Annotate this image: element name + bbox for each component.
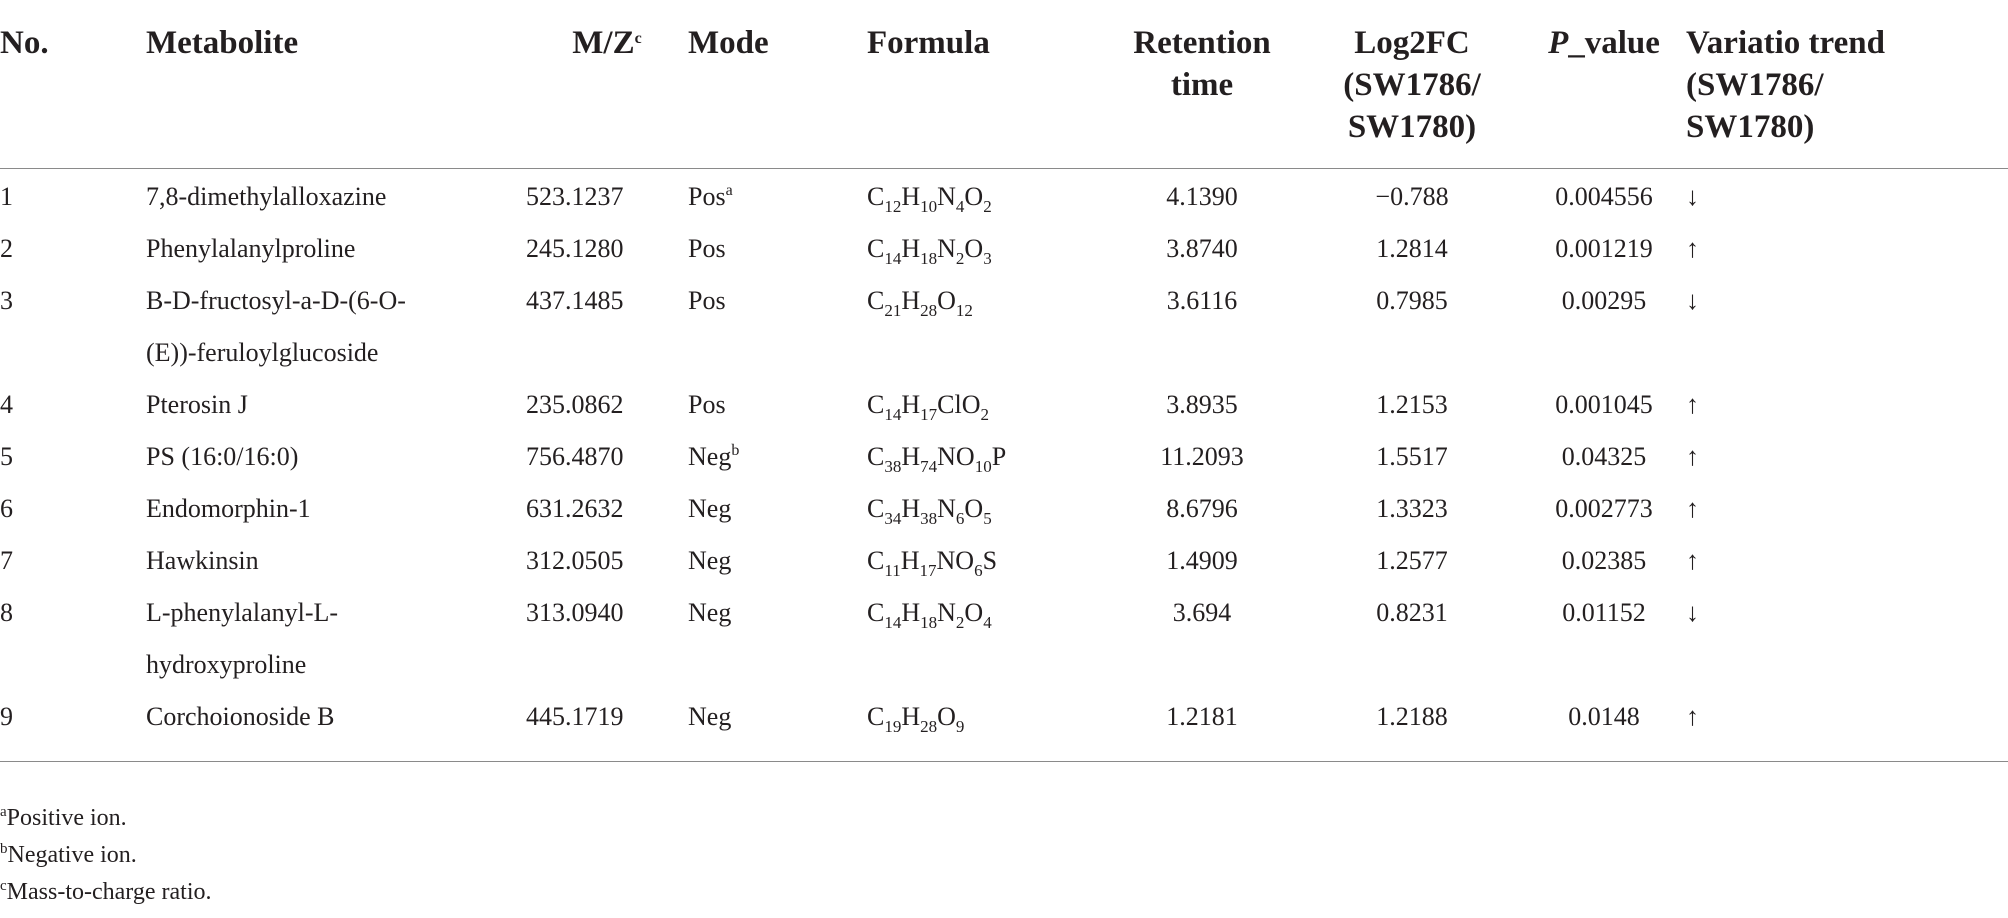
cell-log2fc: [1302, 483, 1522, 535]
formula-subscript: 28: [920, 301, 938, 320]
table-body: [0, 169, 2008, 754]
formula-element: N: [937, 182, 956, 211]
mode-value: Pos: [688, 286, 726, 315]
cell-no: [0, 483, 146, 535]
formula-element: H: [901, 702, 921, 731]
cell-metabolite: [146, 223, 526, 275]
cell-mode: [688, 483, 867, 535]
formula-element: C: [867, 702, 885, 731]
retention-time-value: 3.8740: [1166, 234, 1238, 263]
table-bottom-rule: [0, 761, 2008, 762]
p-value: 0.00295: [1561, 286, 1647, 315]
cell-retention-time: [1102, 691, 1302, 753]
formula-element: H: [901, 234, 921, 263]
cell-mode: [688, 691, 867, 753]
formula-subscript: 11: [884, 561, 901, 580]
footnote-mark: c: [0, 878, 7, 894]
formula-element: O: [937, 286, 956, 315]
cell-p-value: [1522, 483, 1686, 535]
mz-value: 756.4870: [526, 442, 624, 471]
mz-value: 313.0940: [526, 598, 624, 627]
formula-element: O: [964, 182, 984, 211]
cell-formula: [867, 691, 1102, 753]
formula-subscript: 6: [955, 509, 965, 528]
table-row: [0, 483, 2008, 535]
p-value: 0.04325: [1561, 442, 1647, 471]
table-row: [0, 379, 2008, 431]
cell-no: [0, 431, 146, 483]
cell-formula: [867, 379, 1102, 431]
cell-mz: [526, 483, 688, 535]
cell-log2fc: [1302, 169, 1522, 224]
formula-element: H: [900, 546, 920, 575]
cell-mode: [688, 169, 867, 224]
formula-subscript: 14: [884, 405, 902, 424]
cell-mz: [526, 223, 688, 275]
cell-retention-time: [1102, 169, 1302, 224]
formula-subscript: 34: [884, 509, 902, 528]
metabolite-name-line2: hydroxyproline: [146, 650, 307, 679]
cell-mz: [526, 169, 688, 224]
p-value: 0.001219: [1555, 234, 1653, 263]
p-value: 0.02385: [1561, 546, 1647, 575]
cell-formula: [867, 169, 1102, 224]
p-value: 0.0148: [1568, 702, 1640, 731]
formula-subscript: 38: [884, 457, 902, 476]
formula-subscript: 9: [955, 717, 965, 736]
cell-p-value: [1522, 431, 1686, 483]
retention-time-value: 8.6796: [1166, 494, 1238, 523]
formula-subscript: 18: [920, 249, 938, 268]
cell-trend: [1686, 587, 2008, 691]
cell-trend: [1686, 169, 2008, 224]
formula-subscript: 17: [920, 405, 938, 424]
formula-element: C: [867, 598, 885, 627]
cell-mz: [526, 275, 688, 379]
formula-element: O: [964, 234, 984, 263]
formula-element: H: [901, 286, 921, 315]
cell-trend: [1686, 275, 2008, 379]
cell-retention-time: [1102, 587, 1302, 691]
log2fc-value: 1.3323: [1376, 494, 1448, 523]
table-header-row: [0, 0, 2008, 169]
cell-metabolite: [146, 431, 526, 483]
cell-no: [0, 535, 146, 587]
formula-subscript: 10: [974, 457, 992, 476]
cell-formula: [867, 275, 1102, 379]
trend-arrow: ↓: [1686, 182, 1699, 211]
cell-retention-time: [1102, 483, 1302, 535]
row-number: 7: [0, 546, 13, 575]
retention-time-value: 3.6116: [1166, 286, 1238, 315]
cell-retention-time: [1102, 223, 1302, 275]
formula-subscript: 12: [955, 301, 973, 320]
retention-time-value: 3.8935: [1166, 390, 1238, 419]
mz-value: 523.1237: [526, 182, 624, 211]
retention-time-value: 1.2181: [1166, 702, 1238, 731]
cell-mode: [688, 379, 867, 431]
cell-metabolite: [146, 691, 526, 753]
cell-trend: [1686, 483, 2008, 535]
table-row: [0, 535, 2008, 587]
table-row: [0, 587, 2008, 691]
footnote-item: [0, 800, 212, 837]
formula-element: O: [937, 702, 956, 731]
cell-log2fc: [1302, 587, 1522, 691]
mz-value: 312.0505: [526, 546, 624, 575]
row-number: 2: [0, 234, 13, 263]
row-number: 4: [0, 390, 13, 419]
cell-trend: [1686, 223, 2008, 275]
cell-formula: [867, 587, 1102, 691]
cell-trend: [1686, 691, 2008, 753]
mode-value: Pos: [688, 234, 726, 263]
log2fc-value: 1.5517: [1376, 442, 1448, 471]
cell-no: [0, 275, 146, 379]
formula-subscript: 12: [884, 197, 902, 216]
metabolite-name: Corchoionoside B: [146, 702, 335, 731]
mode-footnote-mark: b: [731, 442, 740, 459]
cell-metabolite: [146, 275, 526, 379]
formula-subscript: 19: [884, 717, 902, 736]
cell-log2fc: [1302, 275, 1522, 379]
table-row: [0, 223, 2008, 275]
formula-subscript: 17: [919, 561, 937, 580]
mz-value: 445.1719: [526, 702, 624, 731]
cell-trend: [1686, 535, 2008, 587]
formula-subscript: 18: [920, 613, 938, 632]
footnote-text: Mass-to-charge ratio.: [6, 879, 212, 905]
formula-element: S: [982, 546, 998, 575]
formula-element: C: [867, 182, 885, 211]
cell-retention-time: [1102, 275, 1302, 379]
header-log2fc: Log2FC (SW1786/ SW1780): [1302, 0, 1522, 169]
log2fc-value: 1.2153: [1376, 390, 1448, 419]
cell-mode: [688, 275, 867, 379]
metabolite-name-line1: L-phenylalanyl-L-: [146, 598, 339, 627]
cell-mz: [526, 587, 688, 691]
table-row: [0, 169, 2008, 224]
footnote-mark: a: [0, 804, 7, 820]
cell-formula: [867, 535, 1102, 587]
formula-element: O: [964, 494, 984, 523]
header-mz-footnote-mark: c: [634, 30, 642, 47]
formula-element: O: [964, 598, 984, 627]
header-variation-trend: Variatio trend (SW1786/ SW1780): [1686, 0, 2008, 169]
row-number: 8: [0, 598, 13, 627]
row-number: 5: [0, 442, 13, 471]
mode-value: Neg: [688, 702, 732, 731]
log2fc-value: −0.788: [1375, 182, 1449, 211]
formula-element: N: [937, 598, 956, 627]
cell-metabolite: [146, 169, 526, 224]
table-row: [0, 691, 2008, 753]
metabolite-name: Hawkinsin: [146, 546, 259, 575]
trend-arrow: ↓: [1686, 598, 1699, 627]
cell-log2fc: [1302, 691, 1522, 753]
cell-log2fc: [1302, 223, 1522, 275]
formula-subscript: 6: [974, 561, 983, 580]
retention-time-value: 11.2093: [1160, 442, 1244, 471]
cell-mz: [526, 379, 688, 431]
formula-subscript: 2: [955, 249, 965, 268]
trend-arrow: ↑: [1686, 494, 1699, 523]
cell-mode: [688, 535, 867, 587]
metabolite-name: PS (16:0/16:0): [146, 442, 299, 471]
cell-p-value: [1522, 379, 1686, 431]
log2fc-value: 1.2577: [1376, 546, 1448, 575]
formula-subscript: 2: [983, 197, 992, 216]
cell-log2fc: [1302, 535, 1522, 587]
table-row: [0, 431, 2008, 483]
cell-trend: [1686, 431, 2008, 483]
row-number: 3: [0, 286, 13, 315]
formula-subscript: 4: [955, 197, 965, 216]
footnote-text: Negative ion.: [7, 842, 137, 868]
metabolite-name-line1: B-D-fructosyl-a-D-(6-O-: [146, 286, 406, 315]
header-no: No.: [0, 0, 146, 169]
cell-formula: [867, 431, 1102, 483]
mz-value: 631.2632: [526, 494, 624, 523]
formula-element: C: [867, 286, 885, 315]
mode-value: Pos: [688, 390, 726, 419]
cell-metabolite: [146, 379, 526, 431]
cell-p-value: [1522, 169, 1686, 224]
cell-mz: [526, 431, 688, 483]
cell-p-value: [1522, 223, 1686, 275]
header-mode: Mode: [688, 0, 867, 169]
formula-subscript: 2: [980, 405, 989, 424]
row-number: 6: [0, 494, 13, 523]
cell-metabolite: [146, 587, 526, 691]
log2fc-value: 0.8231: [1376, 598, 1448, 627]
cell-p-value: [1522, 275, 1686, 379]
mode-value: Pos: [688, 182, 726, 211]
formula-element: N: [937, 494, 956, 523]
header-retention-time: Retention time: [1102, 0, 1302, 169]
formula-element: N: [937, 234, 956, 263]
formula-subscript: 14: [884, 613, 902, 632]
header-formula: Formula: [867, 0, 1102, 169]
mz-value: 245.1280: [526, 234, 624, 263]
header-mz: $M/Z^c$: [526, 0, 688, 169]
table-footnotes: [0, 800, 212, 911]
cell-trend: [1686, 379, 2008, 431]
formula-element: C: [867, 546, 885, 575]
formula-subscript: 14: [884, 249, 902, 268]
cell-metabolite: [146, 483, 526, 535]
cell-mode: [688, 431, 867, 483]
cell-no: [0, 223, 146, 275]
formula-element: C: [867, 234, 885, 263]
cell-log2fc: [1302, 379, 1522, 431]
log2fc-value: 0.7985: [1376, 286, 1448, 315]
footnote-item: [0, 874, 212, 911]
mode-footnote-mark: a: [725, 182, 733, 199]
p-value: 0.001045: [1555, 390, 1653, 419]
formula-subscript: 4: [983, 613, 992, 632]
cell-no: [0, 169, 146, 224]
retention-time-value: 3.694: [1172, 598, 1232, 627]
formula-subscript: 10: [920, 197, 938, 216]
header-p-value: P_value: [1522, 0, 1686, 169]
metabolite-name: Endomorphin-1: [146, 494, 311, 523]
formula-element: H: [901, 598, 921, 627]
trend-arrow: ↑: [1686, 390, 1699, 419]
metabolite-name: Pterosin J: [146, 390, 248, 419]
cell-p-value: [1522, 535, 1686, 587]
cell-retention-time: [1102, 535, 1302, 587]
cell-log2fc: [1302, 431, 1522, 483]
formula-element: NO: [937, 442, 975, 471]
cell-mode: [688, 587, 867, 691]
log2fc-value: 1.2814: [1376, 234, 1448, 263]
cell-mode: [688, 223, 867, 275]
cell-mz: [526, 691, 688, 753]
retention-time-value: 1.4909: [1166, 546, 1238, 575]
trend-arrow: ↑: [1686, 546, 1699, 575]
mode-value: Neg: [688, 546, 732, 575]
formula-element: NO: [936, 546, 975, 575]
footnote-text: Positive ion.: [6, 805, 127, 831]
formula-subscript: 2: [955, 613, 965, 632]
formula-element: H: [901, 494, 921, 523]
log2fc-value: 1.2188: [1376, 702, 1448, 731]
trend-arrow: ↑: [1686, 234, 1699, 263]
cell-retention-time: [1102, 379, 1302, 431]
footnote-item: [0, 837, 212, 874]
p-value: 0.004556: [1555, 182, 1653, 211]
p-value: 0.01152: [1562, 598, 1646, 627]
formula-subscript: 3: [983, 249, 992, 268]
formula-subscript: 5: [983, 509, 992, 528]
mode-value: Neg: [688, 598, 732, 627]
mode-value: Neg: [688, 442, 732, 471]
retention-time-value: 4.1390: [1166, 182, 1238, 211]
cell-p-value: [1522, 587, 1686, 691]
metabolite-name: Phenylalanylproline: [146, 234, 356, 263]
formula-element: H: [901, 442, 921, 471]
table-row: [0, 275, 2008, 379]
formula-element: H: [901, 182, 921, 211]
trend-arrow: ↑: [1686, 442, 1699, 471]
footnote-mark: b: [0, 841, 8, 857]
formula-subscript: 21: [884, 301, 902, 320]
formula-element: H: [901, 390, 921, 419]
formula-subscript: 28: [920, 717, 938, 736]
mz-value: 437.1485: [526, 286, 624, 315]
cell-retention-time: [1102, 431, 1302, 483]
mz-value: 235.0862: [526, 390, 624, 419]
formula-element: C: [867, 442, 885, 471]
cell-formula: [867, 483, 1102, 535]
row-number: 1: [0, 182, 13, 211]
metabolite-name: 7,8-dimethylalloxazine: [146, 182, 387, 211]
p-value: 0.002773: [1555, 494, 1653, 523]
formula-element: C: [867, 390, 885, 419]
formula-subscript: 74: [920, 457, 938, 476]
header-metabolite: Metabolite: [146, 0, 526, 169]
cell-p-value: [1522, 691, 1686, 753]
cell-mz: [526, 535, 688, 587]
mode-value: Neg: [688, 494, 732, 523]
formula-subscript: 38: [920, 509, 938, 528]
row-number: 9: [0, 702, 13, 731]
formula-element: P: [991, 442, 1007, 471]
formula-element: ClO: [937, 390, 981, 419]
trend-arrow: ↓: [1686, 286, 1699, 315]
trend-arrow: ↑: [1686, 702, 1699, 731]
formula-element: C: [867, 494, 885, 523]
metabolite-name-line2: (E))-feruloylglucoside: [146, 338, 379, 367]
cell-no: [0, 379, 146, 431]
cell-metabolite: [146, 535, 526, 587]
cell-no: [0, 587, 146, 691]
cell-formula: [867, 223, 1102, 275]
cell-no: [0, 691, 146, 753]
